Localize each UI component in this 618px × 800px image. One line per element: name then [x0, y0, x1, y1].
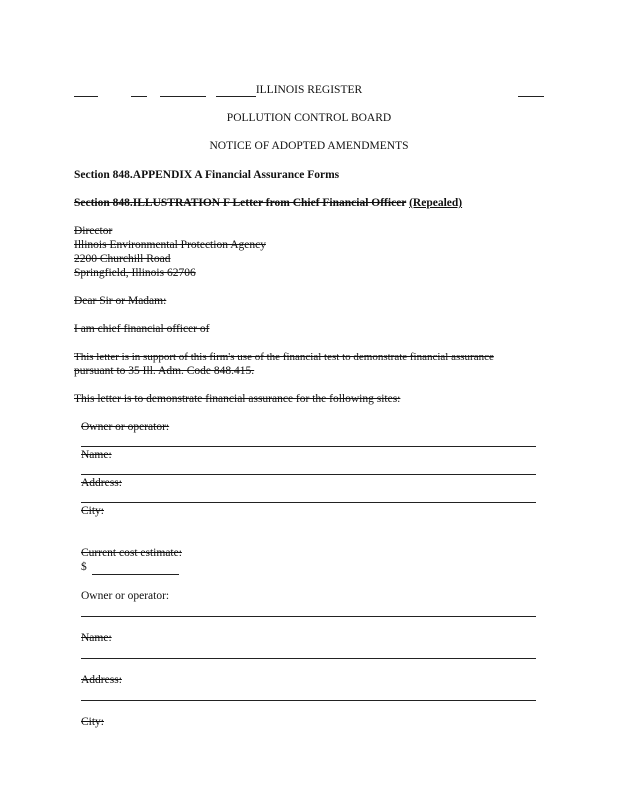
illustration-heading-text: Section 848.ILLUSTRATION F Letter from Chief Financial Officer	[74, 197, 407, 209]
notice-title: NOTICE OF ADOPTED AMENDMENTS	[209, 140, 409, 152]
name-rule-2	[81, 658, 536, 659]
header-blank-5	[518, 96, 544, 97]
repealed-label: (Repealed)	[409, 197, 463, 209]
board-name: POLLUTION CONTROL BOARD	[226, 112, 392, 124]
city-label-1: City:	[81, 505, 105, 517]
address-line-2: Illinois Environmental Protection Agency	[74, 239, 266, 251]
address-label-1: Address:	[81, 477, 122, 489]
illustration-heading	[74, 197, 462, 209]
address-rule-2	[81, 700, 536, 701]
support-line-2: pursuant to 35 Ill. Adm. Code 848.415.	[74, 365, 255, 377]
address-line-1: Director	[74, 225, 113, 237]
dollar-sign: $	[81, 561, 87, 573]
register-title: ILLINOIS REGISTER	[255, 84, 363, 96]
owner-label-2: Owner or operator:	[81, 590, 170, 602]
address-line-4: Springfield, Illinois 62706	[74, 267, 196, 279]
cfo-statement: I am chief financial officer of	[74, 323, 210, 335]
cost-estimate-label: Current cost estimate:	[81, 547, 182, 559]
appendix-heading: Section 848.APPENDIX A Financial Assurance Forms	[74, 169, 340, 181]
header-blank-1	[74, 96, 98, 97]
owner-label-1: Owner or operator:	[81, 421, 170, 433]
header-blank-2	[131, 96, 147, 97]
name-label-2: Name:	[81, 632, 112, 644]
name-rule-1	[81, 474, 536, 475]
header-blank-3	[160, 96, 206, 97]
city-label-2: City:	[81, 716, 105, 728]
address-line-3: 2200 Churchill Road	[74, 253, 171, 265]
header-blank-4	[216, 96, 256, 97]
sites-intro: This letter is to demonstrate financial assurance for the following sites:	[74, 393, 401, 405]
salutation: Dear Sir or Madam:	[74, 295, 167, 307]
support-line-1: This letter is in support of this firm's use of the financial test to demonstrate financial assurance	[74, 351, 494, 363]
owner-rule-1	[81, 446, 536, 447]
owner-rule-2	[81, 616, 536, 617]
name-label-1: Name:	[81, 449, 112, 461]
address-rule-1	[81, 502, 536, 503]
address-label-2: Address:	[81, 674, 122, 686]
cost-blank	[92, 574, 179, 575]
